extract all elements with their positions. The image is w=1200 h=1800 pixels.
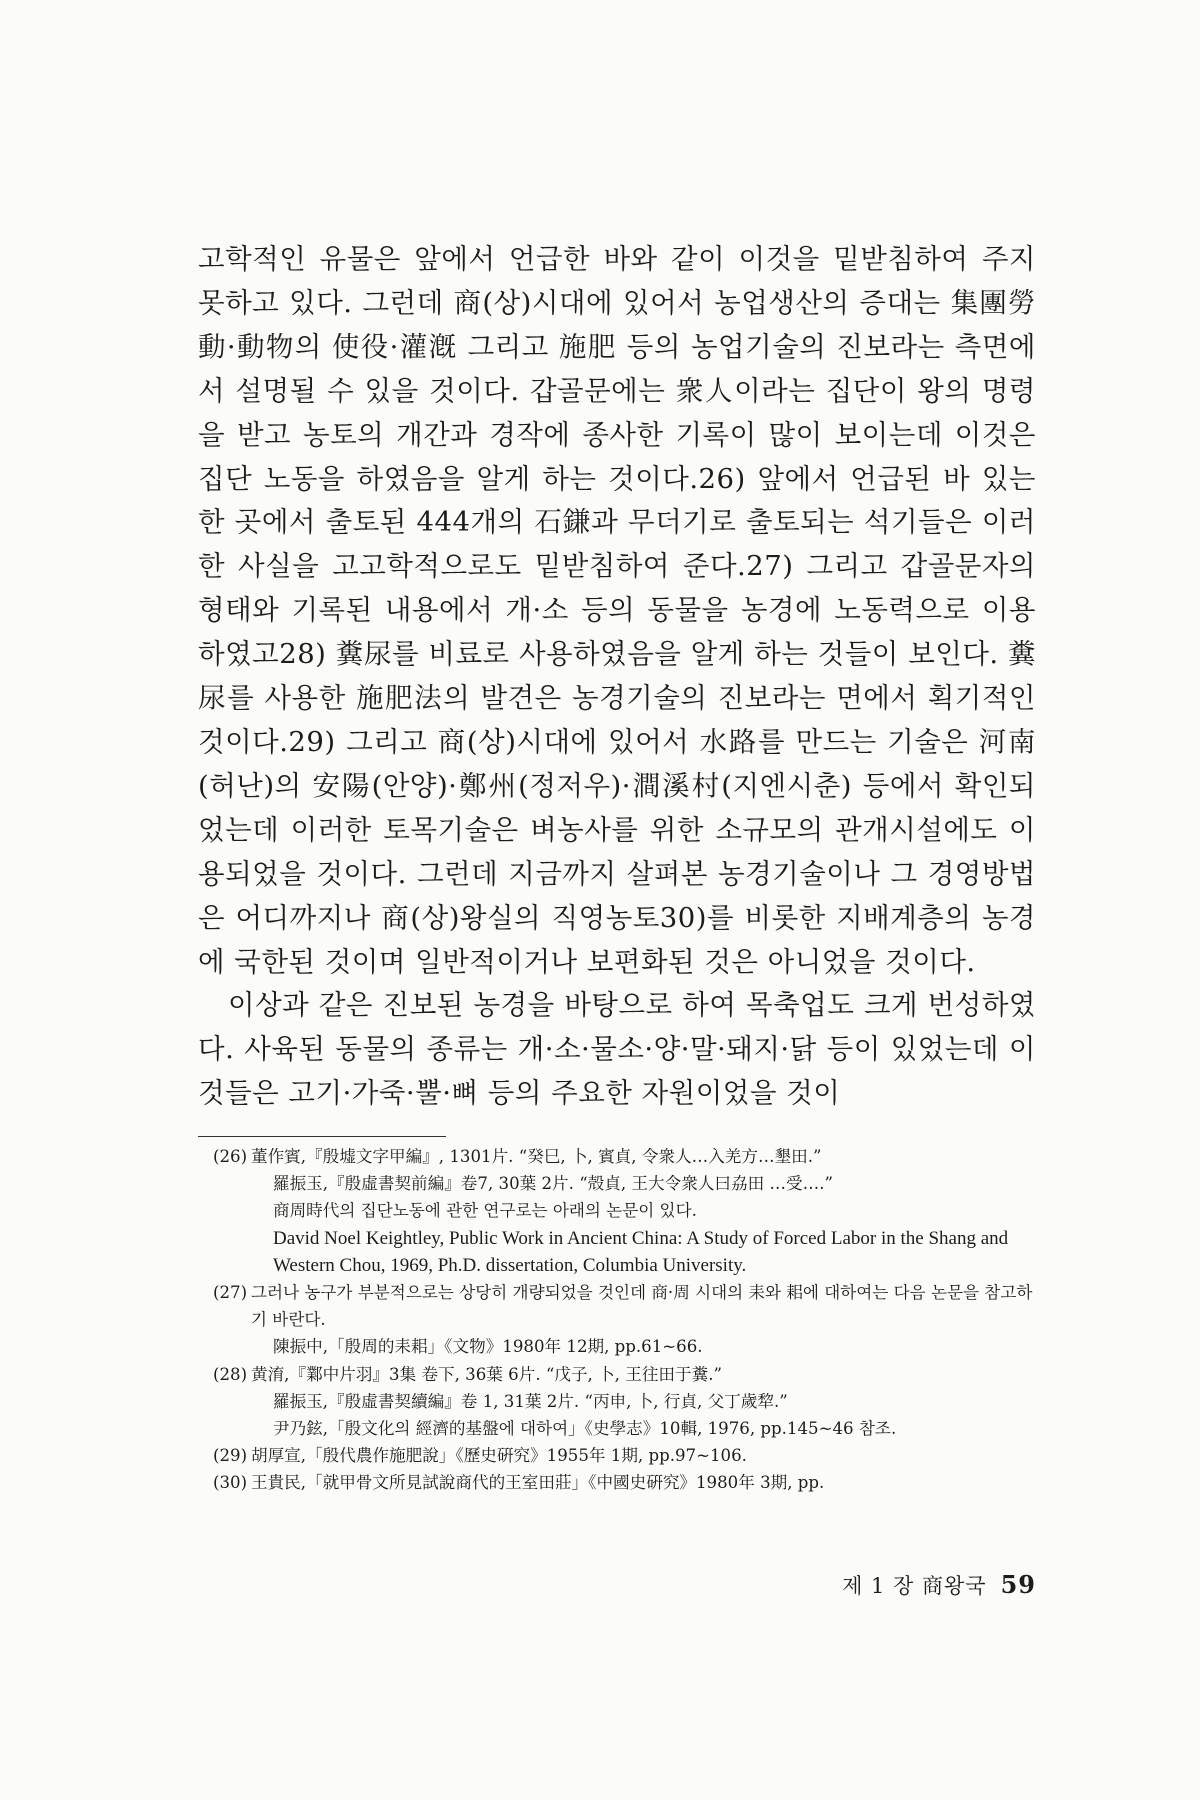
footnote-28 <box>213 1361 1035 1443</box>
footnote-line: 商周時代의 집단노동에 관한 연구로는 아래의 논문이 있다. <box>273 1201 697 1221</box>
footnote-29 <box>213 1442 1035 1469</box>
footnote-line: 胡厚宣,「殷代農作施肥說」《歷史硏究》1955年 1期, pp.97~106. <box>251 1446 747 1466</box>
page-folio <box>776 1570 1036 1600</box>
footnote-line: David Noel Keightley, Public Work in Ancient China: A Study of Forced Labor in the Shang and Western Chou, 1969, Ph.D. dissertation, Columbia University. <box>273 1227 1009 1276</box>
footnote-30 <box>213 1469 1035 1496</box>
footnote-divider <box>198 1136 446 1137</box>
footnote-line: 黄淯,『鄴中片羽』3集 卷下, 36葉 6片. “戊子, 卜, 王往田于糞.” <box>251 1364 722 1384</box>
chapter-title: 제 1 장 商왕국 <box>842 1574 987 1598</box>
footnote-number: (26) <box>213 1147 248 1166</box>
footnotes <box>213 1143 1035 1497</box>
footnote-line: 그러나 농구가 부분적으로는 상당히 개량되었을 것인데 商·周 시대의 耒와 耜에 대하여는 다음 논문을 참고하기 바란다. <box>251 1283 1033 1330</box>
footnote-number: (27) <box>213 1283 248 1303</box>
footnote-line: 董作賓,『殷墟文字甲編』, 1301片. “癸巳, 卜, 賓貞, 令衆人…入羌方…墾田.” <box>251 1147 822 1166</box>
footnote-27 <box>213 1279 1035 1361</box>
footnote-line: 羅振玉,『殷虛書契續編』卷 1, 31葉 2片. “丙申, 卜, 行貞, 父丁歲犂.” <box>273 1391 788 1411</box>
footnote-line: 陳振中,「殷周的耒耜」《文物》1980年 12期, pp.61~66. <box>273 1337 703 1357</box>
footnote-number: (29) <box>213 1446 248 1466</box>
footnote-line: 羅振玉,『殷虛書契前編』卷7, 30葉 2片. “殻貞, 王大令衆人曰劦田 …受….” <box>273 1174 833 1194</box>
paragraph-1: 고학적인 유물은 앞에서 언급한 바와 같이 이것을 밑받침하여 주지 못하고 있다. 그런데 商(상)시대에 있어서 농업생산의 증대는 集團勞動·動物의 使役·灌漑 그리고 施肥 등의 농업기술의 진보라는 측면에서 설명될 수 있을 것이다. 갑골문에는 衆人이라는 집단이 왕의 명령을 받고 농토의 개간과 경작에 종사한 기록이 많이 보이는데 이것은 집단 노동을 하였음을 알게 하는 것이다.26) 앞에서 언급된 바 있는 한 곳에서 출토된 444개의 石鎌과 무더기로 출토되는 석기들은 이러한 사실을 고고학적으로도 밑받침하여 준다.27) 그리고 갑골문자의 형태와 기록된 내용에서 개·소 등의 동물을 농경에 노동력으로 이용하였고28) 糞尿를 비료로 사용하였음을 알게 하는 것들이 보인다. 糞尿를 사용한 施肥法의 발견은 농경기술의 진보라는 면에서 획기적인 것이다.29) 그리고 商(상)시대에 있어서 水路를 만드는 기술은 河南(허난)의 安陽(안양)·鄭州(정저우)·澗溪村(지엔시춘) 등에서 확인되었는데 이러한 토목기술은 벼농사를 위한 소규모의 관개시설에도 이용되었을 것이다. 그런데 지금까지 살펴본 농경기술이나 그 경영방법은 어디까지나 商(상)왕실의 직영농토30)를 비롯한 지배계층의 농경에 국한된 것이며 일반적이거나 보편화된 것은 아니었을 것이다. <box>198 243 1036 978</box>
page-number: 59 <box>1000 1570 1036 1599</box>
footnote-26 <box>213 1143 1035 1279</box>
footnote-line: 王貴民,「就甲骨文所見試說商代的王室田莊」《中國史硏究》1980年 3期, pp. <box>251 1473 825 1493</box>
main-text <box>198 238 1036 1116</box>
footnote-number: (28) <box>213 1364 248 1384</box>
footnote-line: 尹乃鉉,「殷文化의 經濟的基盤에 대하여」《史學志》10輯, 1976, pp.145~46 참조. <box>273 1419 897 1439</box>
footnote-number: (30) <box>213 1473 248 1493</box>
paragraph-2: 이상과 같은 진보된 농경을 바탕으로 하여 목축업도 크게 번성하였다. 사육된 동물의 종류는 개·소·물소·양·말·돼지·닭 등이 있었는데 이것들은 고기·가죽·뿔·뼈 등의 주요한 자원이었을 것이 <box>198 989 1036 1110</box>
